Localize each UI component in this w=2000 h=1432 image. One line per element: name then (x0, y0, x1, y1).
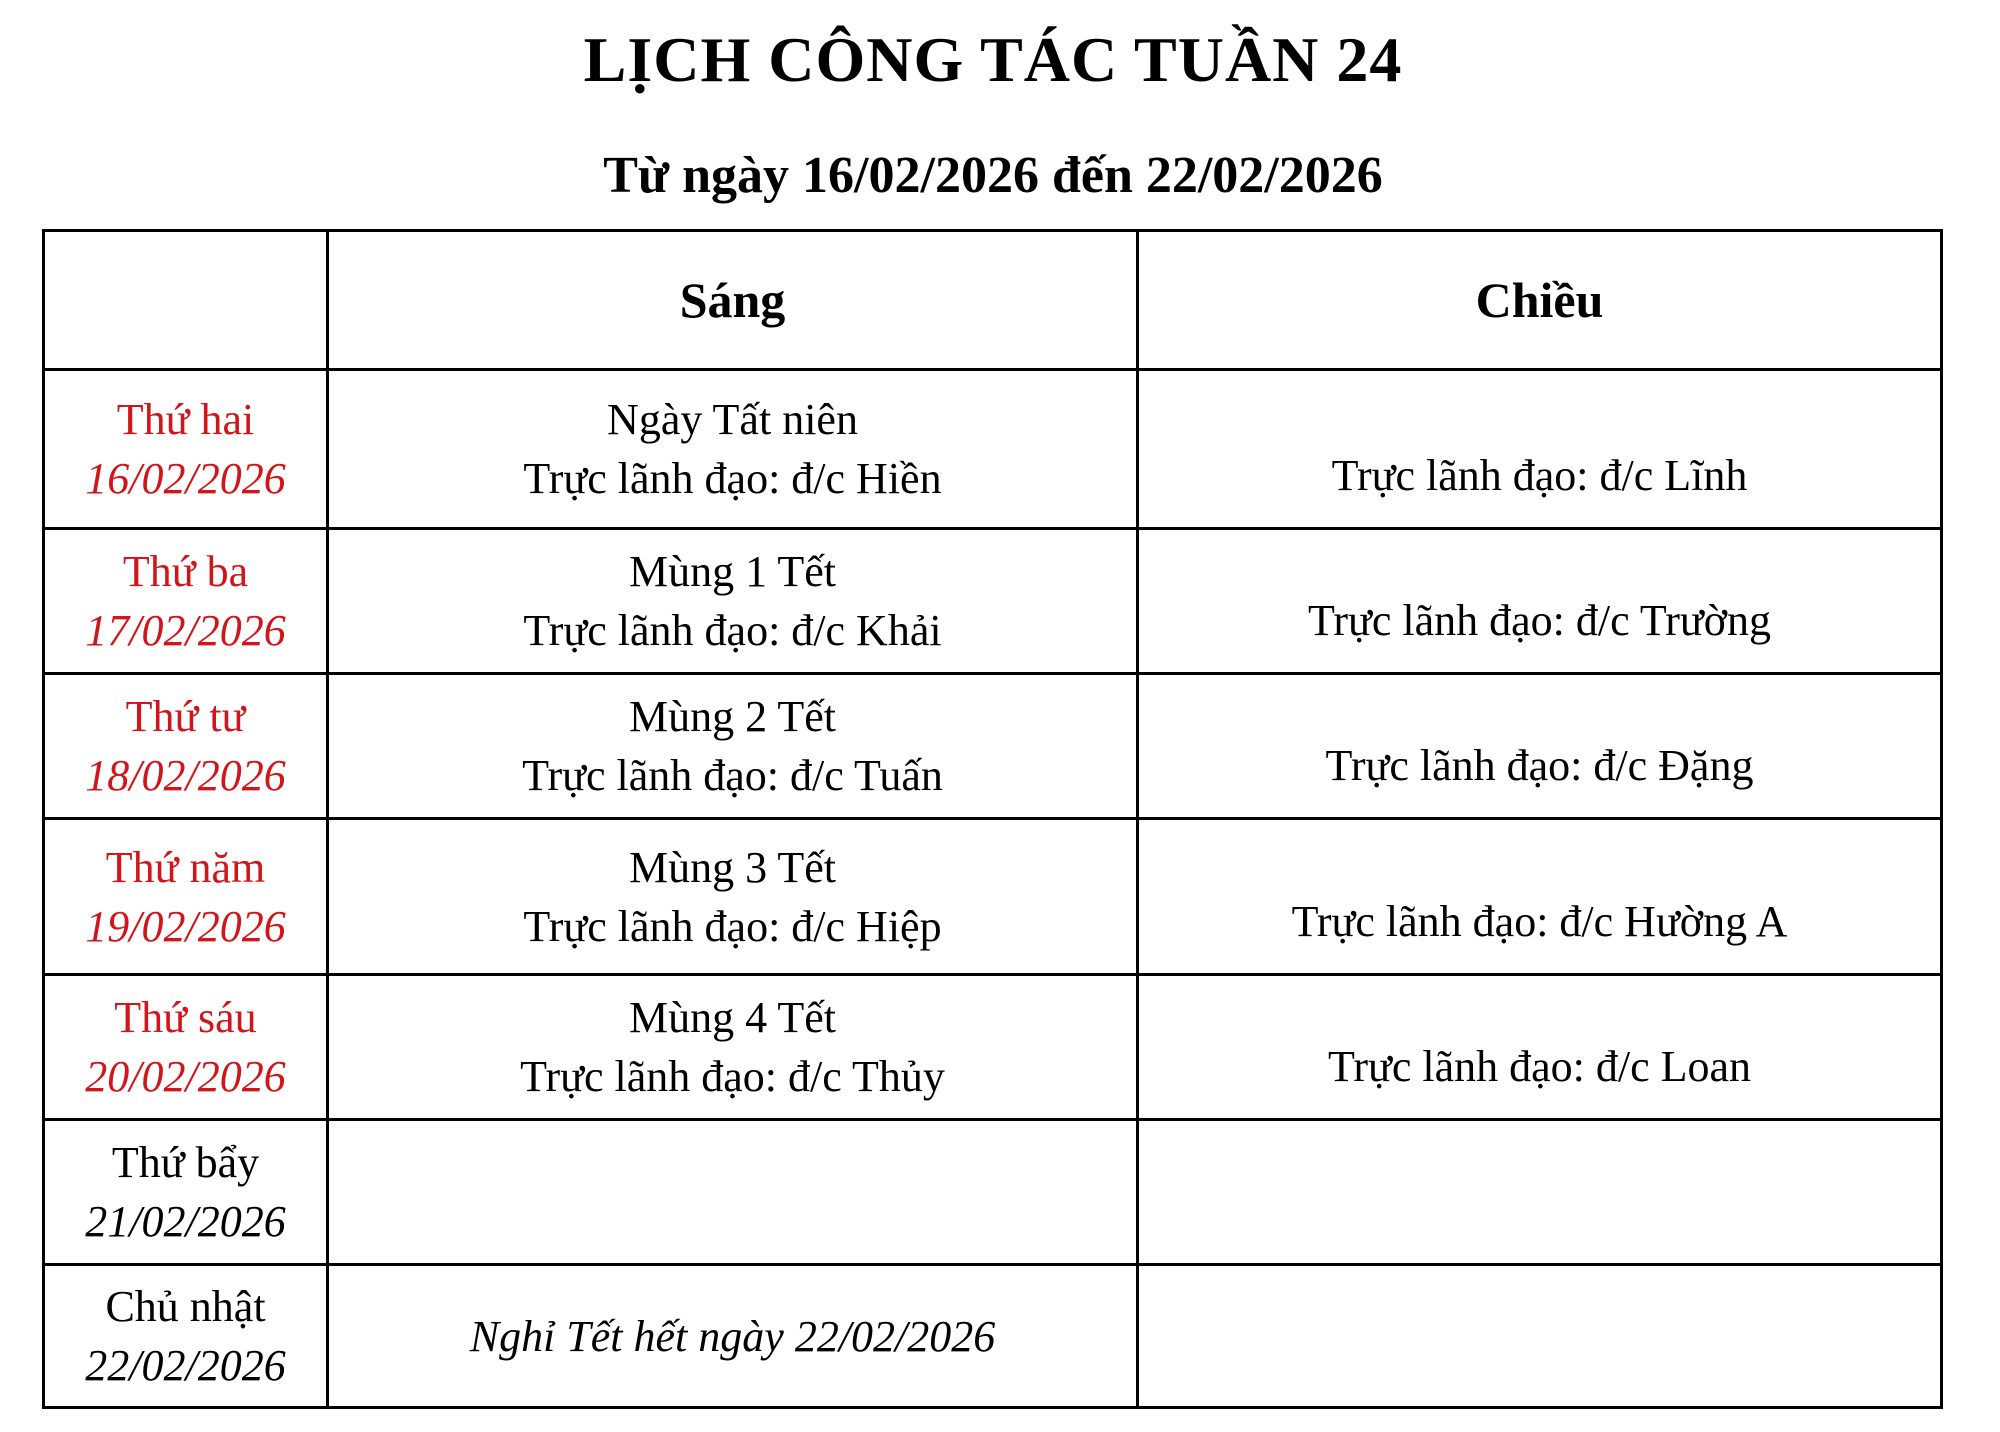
table-row (44, 819, 1942, 975)
day-cell (44, 674, 328, 819)
morning-cell (328, 1265, 1138, 1408)
morning-event: Ngày Tất niên (607, 395, 858, 444)
page-subtitle: Từ ngày 16/02/2026 đến 22/02/2026 (603, 147, 1383, 204)
weekday-label: Chủ nhật (105, 1282, 266, 1331)
morning-cell (328, 370, 1138, 529)
weekday-label: Thứ bẩy (111, 1138, 260, 1187)
header-day (44, 231, 328, 370)
date-label: 17/02/2026 (85, 606, 286, 655)
afternoon-cell (1138, 370, 1942, 529)
afternoon-duty: Trực lãnh đạo: đ/c Lĩnh (1331, 451, 1748, 500)
morning-event: Mùng 3 Tết (629, 842, 836, 892)
table-row (44, 529, 1942, 674)
afternoon-cell (1138, 1120, 1942, 1265)
morning-cell (328, 1120, 1138, 1265)
morning-cell (328, 529, 1138, 674)
morning-cell (328, 819, 1138, 975)
morning-duty: Trực lãnh đạo: đ/c Khải (523, 606, 942, 655)
header-morning: Sáng (328, 231, 1138, 370)
afternoon-cell (1138, 1265, 1942, 1408)
table-row (44, 674, 1942, 819)
day-cell (44, 370, 328, 529)
afternoon-duty: Trực lãnh đạo: đ/c Loan (1327, 1042, 1752, 1091)
table-row (44, 975, 1942, 1120)
morning-event: Mùng 4 Tết (629, 993, 836, 1042)
morning-cell (328, 975, 1138, 1120)
table-header-row (44, 231, 1942, 370)
day-cell (44, 975, 328, 1120)
day-cell (44, 819, 328, 975)
date-label: 18/02/2026 (85, 751, 286, 800)
afternoon-cell (1138, 529, 1942, 674)
weekday-label: Thứ năm (105, 842, 266, 892)
day-cell (44, 1120, 328, 1265)
day-cell (44, 1265, 328, 1408)
date-label: 21/02/2026 (85, 1197, 286, 1246)
day-cell (44, 529, 328, 674)
date-label: 22/02/2026 (85, 1341, 286, 1390)
weekday-label: Thứ ba (122, 547, 249, 596)
schedule-table (42, 229, 1943, 1409)
weekday-label: Thứ tư (125, 692, 246, 741)
date-label: 16/02/2026 (85, 454, 286, 503)
afternoon-duty: Trực lãnh đạo: đ/c Hường A (1291, 897, 1788, 946)
morning-event: Mùng 2 Tết (629, 692, 836, 741)
date-label: 20/02/2026 (85, 1052, 286, 1101)
table-row (44, 370, 1942, 529)
afternoon-duty: Trực lãnh đạo: đ/c Trường (1308, 596, 1771, 645)
date-label: 19/02/2026 (85, 901, 286, 951)
afternoon-cell (1138, 674, 1942, 819)
morning-note: Nghỉ Tết hết ngày 22/02/2026 (469, 1311, 996, 1361)
afternoon-cell (1138, 975, 1942, 1120)
page-title: LỊCH CÔNG TÁC TUẦN 24 (583, 24, 1403, 95)
table-row (44, 1120, 1942, 1265)
morning-duty: Trực lãnh đạo: đ/c Hiệp (523, 901, 942, 951)
header-afternoon: Chiều (1138, 231, 1942, 370)
morning-duty: Trực lãnh đạo: đ/c Tuấn (522, 751, 943, 800)
morning-duty: Trực lãnh đạo: đ/c Hiền (523, 454, 942, 503)
morning-duty: Trực lãnh đạo: đ/c Thủy (520, 1052, 945, 1101)
morning-cell (328, 674, 1138, 819)
afternoon-cell (1138, 819, 1942, 975)
afternoon-duty: Trực lãnh đạo: đ/c Đặng (1325, 741, 1754, 790)
weekday-label: Thứ hai (116, 395, 255, 444)
morning-event: Mùng 1 Tết (629, 547, 836, 596)
weekday-label: Thứ sáu (114, 993, 257, 1042)
table-row (44, 1265, 1942, 1408)
